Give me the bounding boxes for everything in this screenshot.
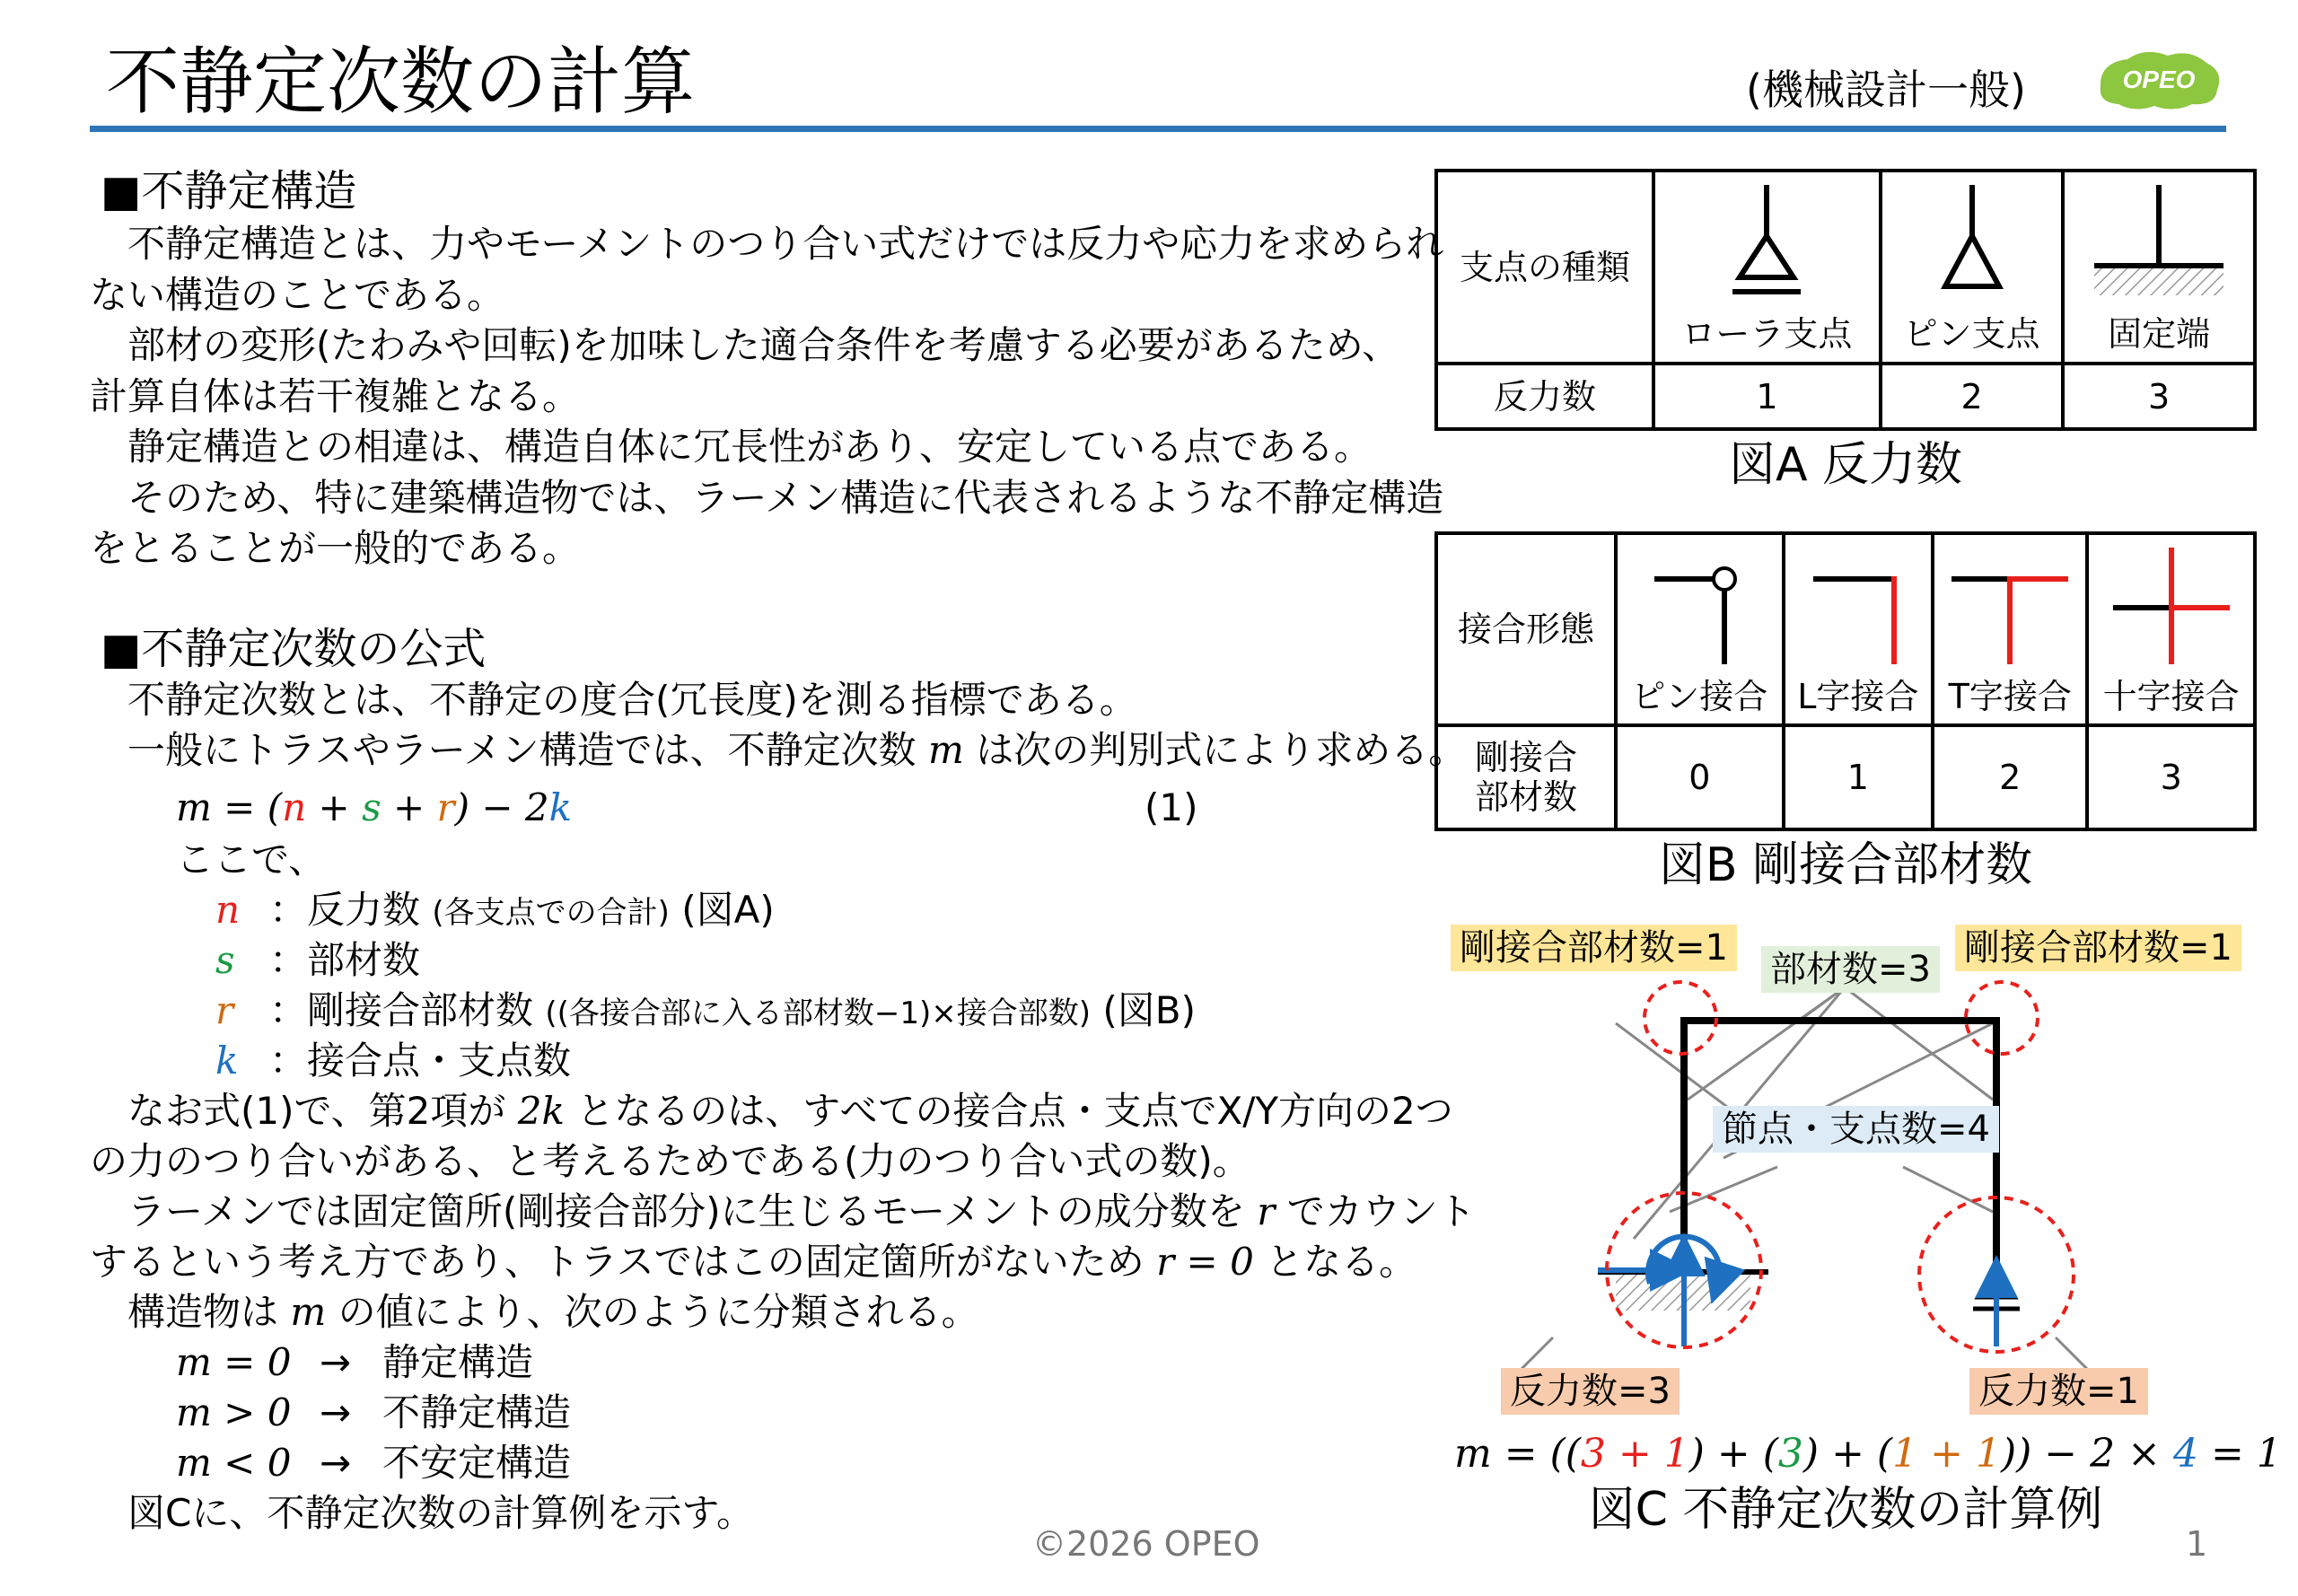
text-line: 部材の変形(たわみや回転)を加味した適合条件を考慮する必要があるため、 (90, 323, 1400, 367)
rigid-member-count-header: 剛接合 部材数 (1436, 725, 1616, 829)
leader-lines (1517, 987, 2092, 1373)
rigid-member-count: 2 (1933, 725, 2087, 829)
support-type-header: 支点の種類 (1436, 171, 1653, 364)
opeo-logo (2092, 43, 2226, 115)
section-heading-formula: ■不静定次数の公式 (101, 624, 487, 674)
figure-c-frame-diagram (1436, 916, 2244, 1436)
fixed-support-icon (2087, 180, 2231, 306)
figure-c-formula: m = ((3 + 1) + (3) + (1 + 1)) − 2 × 4 = 1 (1454, 1431, 2282, 1477)
text-line: 図Cに、不静定次数の計算例を示す。 (90, 1491, 754, 1535)
text-line: 構造物は m の値により、次のように分類される。 (90, 1290, 979, 1334)
text-line: するという考え方であり、トラスではこの固定箇所がないため r = 0 となる。 (90, 1240, 1417, 1284)
classification-row: m = 0 → 静定構造 (176, 1340, 534, 1384)
tag-rigid-members-left: 剛接合部材数=1 (1451, 925, 1737, 971)
rigid-member-count: 0 (1616, 725, 1784, 829)
text-line: ラーメンでは固定箇所(剛接合部分)に生じるモーメントの成分数を r でカウント (90, 1189, 1476, 1233)
page-number: 1 (2186, 1524, 2208, 1564)
figure-c-caption: 図C 不静定次数の計算例 (1588, 1483, 2103, 1537)
text-line: ない構造のことである。 (90, 272, 505, 317)
t-joint-icon (1947, 543, 2073, 669)
text-line: 不静定構造とは、力やモーメントのつり合い式だけでは反力や応力を求められ (90, 222, 1444, 266)
pin-support-cell: ピン支点 (1881, 171, 2063, 364)
reaction-count-header: 反力数 (1436, 364, 1653, 429)
equation-1: m = (n + s + r) − 2k (176, 785, 573, 829)
section-heading-indeterminate-structure: ■不静定構造 (101, 166, 357, 216)
text-line: の力のつり合いがある、と考えるためである(力のつり合い式の数)。 (90, 1139, 1250, 1183)
l-joint-cell: L字接合 (1784, 533, 1933, 725)
pin-joint-icon (1645, 543, 1753, 669)
reaction-count: 2 (1881, 364, 2063, 429)
definition-k: k ：接合点・支点数 (215, 1039, 572, 1083)
copyright: ©2026 OPEO (1032, 1524, 1260, 1564)
cross-joint-cell: 十字接合 (2087, 533, 2255, 725)
logo-text: OPEO (2122, 66, 2196, 93)
fixed-support-cell: 固定端 (2063, 171, 2255, 364)
title-underline (90, 126, 2226, 132)
tag-rigid-members-right: 剛接合部材数=1 (1955, 925, 2241, 971)
classification-row: m < 0 → 不安定構造 (176, 1441, 572, 1485)
equation-number: (1) (1145, 785, 1198, 829)
text-line: なお式(1)で、第2項が 2k となるのは、すべての接合点・支点でX/Y方向の2つ (90, 1089, 1453, 1133)
figure-a-caption: 図A 反力数 (1728, 438, 1963, 492)
page-subtitle: (機械設計一般) (1746, 66, 2026, 114)
text-line: 一般にトラスやラーメン構造では、不静定次数 m は次の判別式により求める。 (90, 728, 1467, 772)
tag-node-count: 節点・支点数=4 (1713, 1106, 1999, 1153)
page-title: 不静定次数の計算 (106, 39, 696, 125)
text-line: 静定構造との相違は、構造自体に冗長性があり、安定している点である。 (90, 425, 1373, 469)
text-line: そのため、特に建築構造物では、ラーメン構造に代表されるような不静定構造 (90, 475, 1444, 520)
figure-a-table (1434, 169, 2257, 431)
figure-b-caption: 図B 剛接合部材数 (1658, 838, 2033, 892)
definition-s: s ：部材数 (215, 938, 421, 982)
reaction-count: 3 (2063, 364, 2255, 429)
pin-joint-cell: ピン接合 (1616, 533, 1784, 725)
text-line: をとることが一般的である。 (90, 526, 581, 570)
roller-support-icon (1713, 180, 1820, 306)
joint-type-header: 接合形態 (1436, 533, 1616, 725)
classification-row: m > 0 → 不静定構造 (176, 1390, 572, 1434)
text-line: 不静定次数とは、不静定の度合(冗長度)を測る指標である。 (90, 678, 1137, 722)
text-line: 計算自体は若干複雑となる。 (90, 373, 581, 418)
l-joint-icon (1804, 543, 1912, 669)
rigid-member-count: 1 (1784, 725, 1933, 829)
pin-support-icon (1918, 180, 2026, 306)
t-joint-cell: T字接合 (1933, 533, 2087, 725)
cross-joint-icon (2109, 543, 2234, 669)
text-line: ここで、 (176, 837, 327, 881)
section1-paragraph (90, 219, 1443, 574)
definition-r: r ：剛接合部材数 ((各接合部に入る部材数−1)×接合部数) (図B) (215, 988, 1196, 1032)
roller-support-cell: ローラ支点 (1653, 171, 1881, 364)
reaction-count: 1 (1653, 364, 1881, 429)
definition-n: n ：反力数 (各支点での合計) (図A) (215, 888, 775, 932)
tag-reactions-right: 反力数=1 (1969, 1368, 2148, 1415)
figure-b-table (1434, 531, 2257, 831)
tag-member-count: 部材数=3 (1761, 946, 1940, 993)
rigid-member-count: 3 (2087, 725, 2255, 829)
tag-reactions-left: 反力数=3 (1501, 1368, 1680, 1415)
